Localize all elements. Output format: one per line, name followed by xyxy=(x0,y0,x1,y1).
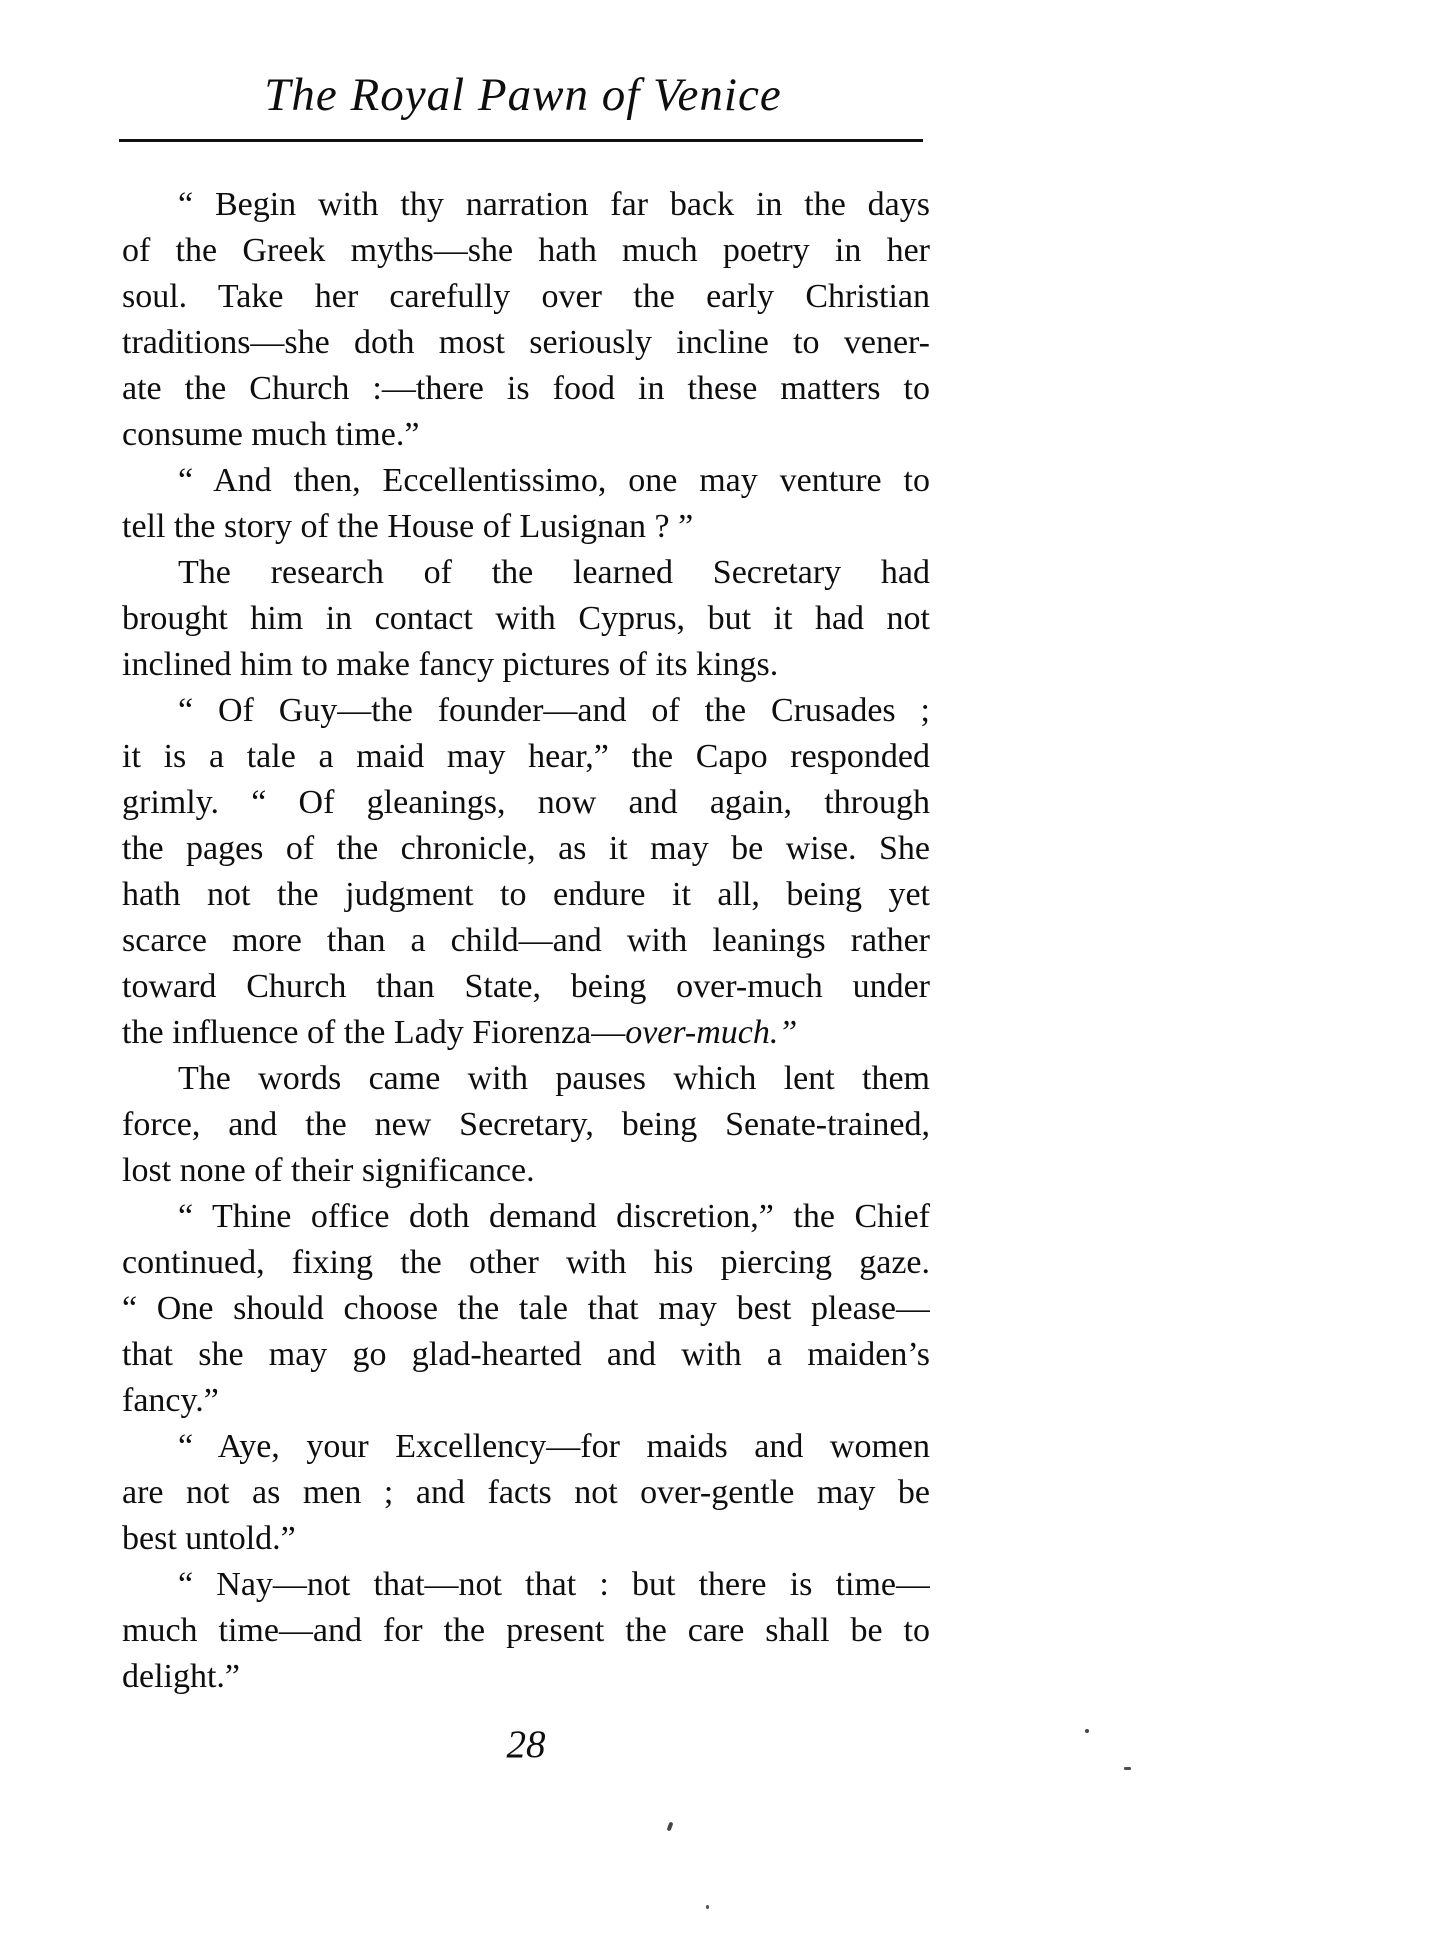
text-line: the pages of the chronicle, as it may be wise. She xyxy=(122,830,930,867)
text-line: consume much time.” xyxy=(122,416,420,453)
text-line: delight.” xyxy=(122,1658,241,1695)
scan-speck xyxy=(706,1905,709,1909)
text-line: inclined him to make fancy pictures of its kings. xyxy=(122,646,779,683)
text-line: “ One should choose the tale that may best please— xyxy=(122,1290,930,1327)
text-line: of the Greek myths—she hath much poetry in her xyxy=(122,232,930,269)
paragraph xyxy=(122,182,930,458)
page-number: 28 xyxy=(506,1723,546,1766)
text-line: it is a tale a maid may hear,” the Capo responded xyxy=(122,738,930,775)
text-line: tell the story of the House of Lusignan ? ” xyxy=(122,508,694,545)
paragraph xyxy=(122,458,930,550)
paragraph xyxy=(122,1194,930,1424)
text-line: “ Of Guy—the founder—and of the Crusades ; xyxy=(178,692,930,729)
text-line: ate the Church :—there is food in these matters to xyxy=(122,370,930,407)
text-line: brought him in contact with Cyprus, but it had not xyxy=(122,600,930,637)
text-line: that she may go glad-hearted and with a maiden’s xyxy=(122,1336,930,1373)
text-line: The words came with pauses which lent them xyxy=(178,1060,930,1097)
scan-speck xyxy=(667,1822,674,1832)
paragraph xyxy=(122,1056,930,1194)
text-line: fancy.” xyxy=(122,1382,219,1419)
text-line xyxy=(122,1010,930,1056)
text-line: “ Begin with thy narration far back in the days xyxy=(178,186,930,223)
text-line: best untold.” xyxy=(122,1520,296,1557)
header-rule xyxy=(119,139,923,142)
text-line: “ Thine office doth demand discretion,” the Chief xyxy=(178,1198,930,1235)
text-line: scarce more than a child—and with leanings rather xyxy=(122,922,930,959)
running-head-title: The Royal Pawn of Venice xyxy=(264,69,782,121)
scan-speck xyxy=(1124,1767,1131,1770)
text-line: soul. Take her carefully over the early Christian xyxy=(122,278,930,315)
text-segment: the influence of the Lady Fiorenza— xyxy=(122,1014,626,1051)
text-line: are not as men ; and facts not over-gentle may be xyxy=(122,1474,930,1511)
text-line: “ Aye, your Excellency—for maids and women xyxy=(178,1428,930,1465)
text-line: hath not the judgment to endure it all, being yet xyxy=(122,876,930,913)
text-line: “ Nay—not that—not that : but there is time— xyxy=(178,1566,930,1603)
scan-speck xyxy=(1085,1729,1089,1733)
text-line: traditions—she doth most seriously incline to vener- xyxy=(122,324,930,361)
paragraph xyxy=(122,550,930,688)
text-line: continued, fixing the other with his piercing gaze. xyxy=(122,1244,930,1281)
text-line: lost none of their significance. xyxy=(122,1152,535,1189)
paragraph xyxy=(122,1562,930,1700)
text-line: force, and the new Secretary, being Senate-trained, xyxy=(122,1106,930,1143)
italic-phrase: over-much.” xyxy=(625,1014,798,1051)
text-line: grimly. “ Of gleanings, now and again, through xyxy=(122,784,930,821)
text-body xyxy=(122,182,930,1700)
text-line: “ And then, Eccellentissimo, one may venture to xyxy=(178,462,930,499)
text-line: toward Church than State, being over-much under xyxy=(122,968,930,1005)
paragraph xyxy=(122,688,930,1056)
paragraph xyxy=(122,1424,930,1562)
text-line: The research of the learned Secretary had xyxy=(178,554,930,591)
text-line: much time—and for the present the care shall be to xyxy=(122,1612,930,1649)
